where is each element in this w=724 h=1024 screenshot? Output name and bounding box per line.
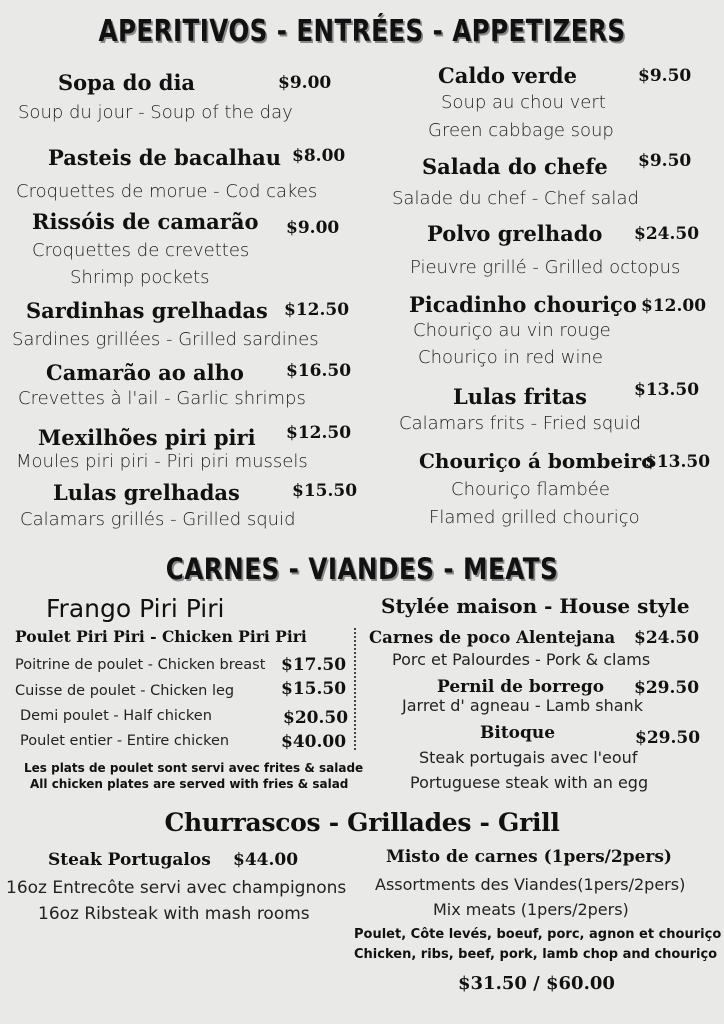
item-desc: Croquettes de crevettes — [32, 240, 250, 261]
frango-item-price: $20.50 — [283, 708, 349, 728]
item-desc: Chouriço in red wine — [418, 347, 603, 368]
item-name: Pasteis de bacalhau — [48, 145, 281, 170]
house-item-desc: Portuguese steak with an egg — [410, 773, 649, 792]
item-desc: Calamars frits - Fried squid — [399, 413, 642, 434]
house-item-price: $29.50 — [634, 678, 700, 698]
item-price: $12.50 — [284, 300, 350, 320]
grill-item-name: Steak Portugalos — [48, 850, 211, 870]
frango-note: Les plats de poulet sont servi avec frites & salade — [24, 761, 364, 775]
item-name: Polvo grelhado — [427, 221, 603, 246]
item-price: $9.00 — [286, 218, 340, 238]
item-price: $13.50 — [634, 380, 700, 400]
grill-item-price: $44.00 — [233, 850, 299, 870]
item-desc: Chouriço au vin rouge — [413, 320, 611, 341]
frango-item-desc: Poulet entier - Entire chicken — [20, 733, 230, 749]
frango-item-price: $40.00 — [281, 732, 347, 752]
item-name: Chouriço á bombeiro — [419, 449, 655, 473]
item-desc: Calamars grillés - Grilled squid — [20, 509, 296, 530]
house-item-desc: Porc et Palourdes - Pork & clams — [392, 650, 651, 669]
house-title: Stylée maison - House style — [381, 594, 690, 618]
section-title-meats: CARNES - VIANDES - MEATS — [165, 552, 559, 586]
item-desc: Crevettes à l'ail - Garlic shrimps — [18, 388, 306, 409]
frango-subtitle: Poulet Piri Piri - Chicken Piri Piri — [15, 627, 307, 646]
frango-item-desc: Cuisse de poulet - Chicken leg — [15, 683, 235, 699]
grill-item-name: Misto de carnes (1pers/2pers) — [386, 847, 672, 867]
item-price: $12.50 — [286, 423, 352, 443]
house-item-desc: Steak portugais avec l'eouf — [419, 748, 638, 767]
frango-note: All chicken plates are served with fries & salad — [30, 777, 349, 791]
item-name: Mexilhões piri piri — [38, 425, 256, 450]
item-desc: Flamed grilled chouriço — [429, 507, 640, 528]
item-price: $9.50 — [638, 66, 692, 86]
section-title-grill: Churrascos - Grillades - Grill — [164, 808, 560, 837]
column-divider — [354, 628, 356, 750]
item-price: $9.50 — [638, 151, 692, 171]
grill-item-detail: Poulet, Côte levés, boeuf, porc, agnon et chouriço — [354, 927, 722, 942]
item-name: Lulas fritas — [453, 384, 587, 409]
frango-item-price: $15.50 — [281, 679, 347, 699]
house-item-desc: Jarret d' agneau - Lamb shank — [402, 696, 643, 715]
item-name: Rissóis de camarão — [32, 209, 259, 234]
frango-item-price: $17.50 — [281, 655, 347, 675]
item-name: Picadinho chouriço — [409, 292, 637, 317]
item-price: $8.00 — [292, 146, 346, 166]
grill-item-desc: Mix meats (1pers/2pers) — [433, 900, 629, 919]
item-name: Salada do chefe — [422, 154, 608, 179]
item-price: $15.50 — [292, 481, 358, 501]
item-price: $12.00 — [641, 296, 707, 316]
item-name: Sopa do dia — [58, 70, 196, 95]
item-desc: Soup au chou vert — [441, 92, 606, 113]
item-desc: Moules piri piri - Piri piri mussels — [16, 451, 308, 472]
item-name: Lulas grelhadas — [53, 480, 240, 505]
house-item-name: Carnes de poco Alentejana — [369, 628, 616, 647]
house-item-name: Bitoque — [480, 723, 556, 743]
grill-item-detail: Chicken, ribs, beef, pork, lamb chop and chouriço — [354, 947, 718, 962]
item-desc: Chouriço flambée — [451, 479, 610, 500]
grill-item-price: $31.50 / $60.00 — [458, 973, 615, 994]
grill-item-desc: Assortments des Viandes(1pers/2pers) — [375, 875, 686, 894]
house-item-price: $29.50 — [635, 728, 701, 748]
item-price: $24.50 — [634, 224, 700, 244]
item-name: Camarão ao alho — [46, 360, 244, 385]
grill-item-desc: 16oz Entrecôte servi avec champignons — [6, 878, 347, 898]
house-item-price: $24.50 — [634, 628, 700, 648]
item-desc: Croquettes de morue - Cod cakes — [16, 181, 318, 202]
house-item-name: Pernil de borrego — [437, 677, 605, 697]
grill-item-desc: 16oz Ribsteak with mash rooms — [38, 904, 310, 924]
item-price: $16.50 — [286, 361, 352, 381]
item-name: Sardinhas grelhadas — [26, 298, 268, 323]
item-desc: Shrimp pockets — [70, 267, 210, 288]
item-name: Caldo verde — [438, 63, 577, 88]
frango-item-desc: Poitrine de poulet - Chicken breast — [15, 657, 266, 673]
section-title-appetizers: APERITIVOS - ENTRÉES - APPETIZERS — [98, 14, 626, 49]
item-desc: Soup du jour - Soup of the day — [18, 102, 293, 123]
item-desc: Green cabbage soup — [428, 120, 614, 141]
item-price: $13.50 — [645, 452, 711, 472]
item-desc: Sardines grillées - Grilled sardines — [12, 329, 319, 350]
item-desc: Pieuvre grillé - Grilled octopus — [410, 257, 681, 278]
item-desc: Salade du chef - Chef salad — [392, 188, 639, 209]
frango-item-desc: Demi poulet - Half chicken — [20, 708, 212, 724]
item-price: $9.00 — [278, 73, 332, 93]
frango-title: Frango Piri Piri — [46, 594, 225, 623]
